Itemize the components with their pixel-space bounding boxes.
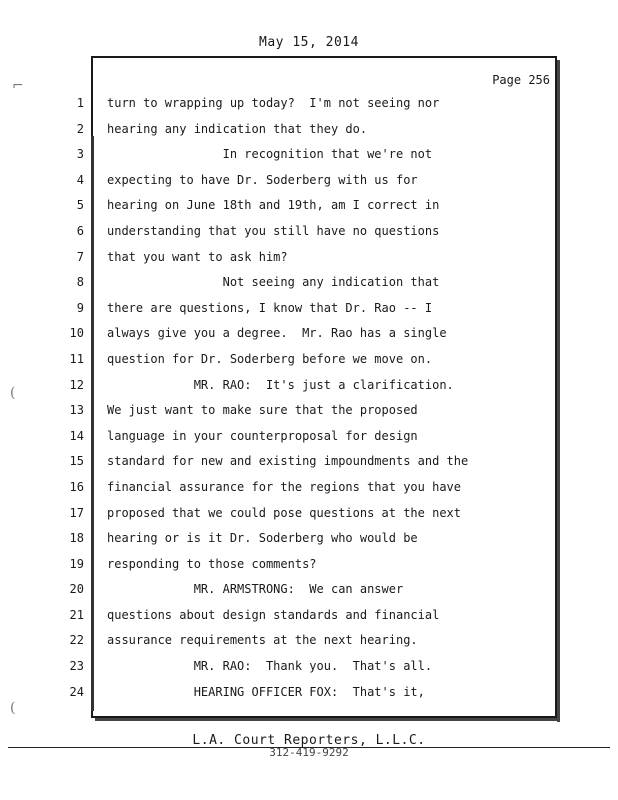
transcript-line: In recognition that we're not <box>107 147 433 162</box>
transcript-line: We just want to make sure that the proposed <box>107 403 418 418</box>
line-number: 22 <box>69 633 84 648</box>
transcript-line: language in your counterproposal for design <box>107 428 418 443</box>
line-number: 9 <box>76 300 84 315</box>
line-number: 7 <box>76 249 84 264</box>
transcript-line: understanding that you still have no questions <box>107 223 440 238</box>
transcript-line: MR. RAO: Thank you. That's all. <box>107 659 433 674</box>
transcript-line: expecting to have Dr. Soderberg with us for <box>107 172 418 187</box>
line-number: 23 <box>69 659 84 674</box>
transcript-line: HEARING OFFICER FOX: That's it, <box>107 684 425 699</box>
frame-shadow-right <box>557 60 560 722</box>
transcript-line: responding to those comments? <box>107 556 317 571</box>
frame-shadow-bottom <box>95 718 560 721</box>
line-number: 15 <box>69 454 84 469</box>
transcript-line: MR. ARMSTRONG: We can answer <box>107 582 404 597</box>
line-number: 19 <box>69 556 84 571</box>
line-number: 20 <box>69 582 84 597</box>
transcript-date: May 15, 2014 <box>259 35 359 50</box>
line-number: 21 <box>69 607 84 622</box>
scan-artifact: ⌐ <box>12 78 24 94</box>
transcript-line: assurance requirements at the next hearing. <box>107 633 418 648</box>
line-number: 8 <box>76 275 84 290</box>
page-number: Page 256 <box>492 73 550 87</box>
line-number: 2 <box>76 121 84 136</box>
transcript-line: hearing any indication that they do. <box>107 121 368 136</box>
transcript-line: that you want to ask him? <box>107 249 288 264</box>
line-number: 16 <box>69 479 84 494</box>
transcript-line: standard for new and existing impoundments and the <box>107 454 469 469</box>
transcript-line: hearing on June 18th and 19th, am I correct in <box>107 198 440 213</box>
line-number: 14 <box>69 428 84 443</box>
line-number: 18 <box>69 531 84 546</box>
line-number: 10 <box>69 326 84 341</box>
left-margin-rule <box>91 136 94 711</box>
line-number: 12 <box>69 377 84 392</box>
transcript-line: MR. RAO: It's just a clarification. <box>107 377 454 392</box>
line-number: 11 <box>69 351 84 366</box>
transcript-line: question for Dr. Soderberg before we move on. <box>107 351 433 366</box>
line-number: 6 <box>76 223 84 238</box>
transcript-line: hearing or is it Dr. Soderberg who would be <box>107 531 418 546</box>
transcript-line: financial assurance for the regions that you have <box>107 479 462 494</box>
transcript-line: Not seeing any indication that <box>107 275 440 290</box>
line-number-column <box>60 94 84 708</box>
line-number: 5 <box>76 198 84 213</box>
transcript-line: turn to wrapping up today? I'm not seeing nor <box>107 96 440 110</box>
transcript-line: questions about design standards and financial <box>107 607 440 622</box>
line-number: 3 <box>76 147 84 162</box>
transcript-line: proposed that we could pose questions at the next <box>107 505 462 520</box>
line-number: 24 <box>69 684 84 699</box>
line-number: 1 <box>76 96 84 110</box>
court-reporter-name: L.A. Court Reporters, L.L.C. <box>192 733 426 748</box>
transcript-text <box>107 94 547 708</box>
transcript-line: always give you a degree. Mr. Rao has a single <box>107 326 447 341</box>
transcript-line: there are questions, I know that Dr. Rao -- I <box>107 300 433 315</box>
line-number: 13 <box>69 403 84 418</box>
scan-artifact: ( <box>10 385 16 401</box>
line-number: 4 <box>76 172 84 187</box>
line-number: 17 <box>69 505 84 520</box>
scan-artifact: ( <box>10 700 16 716</box>
court-reporter-phone: 312-419-9292 <box>269 746 349 759</box>
